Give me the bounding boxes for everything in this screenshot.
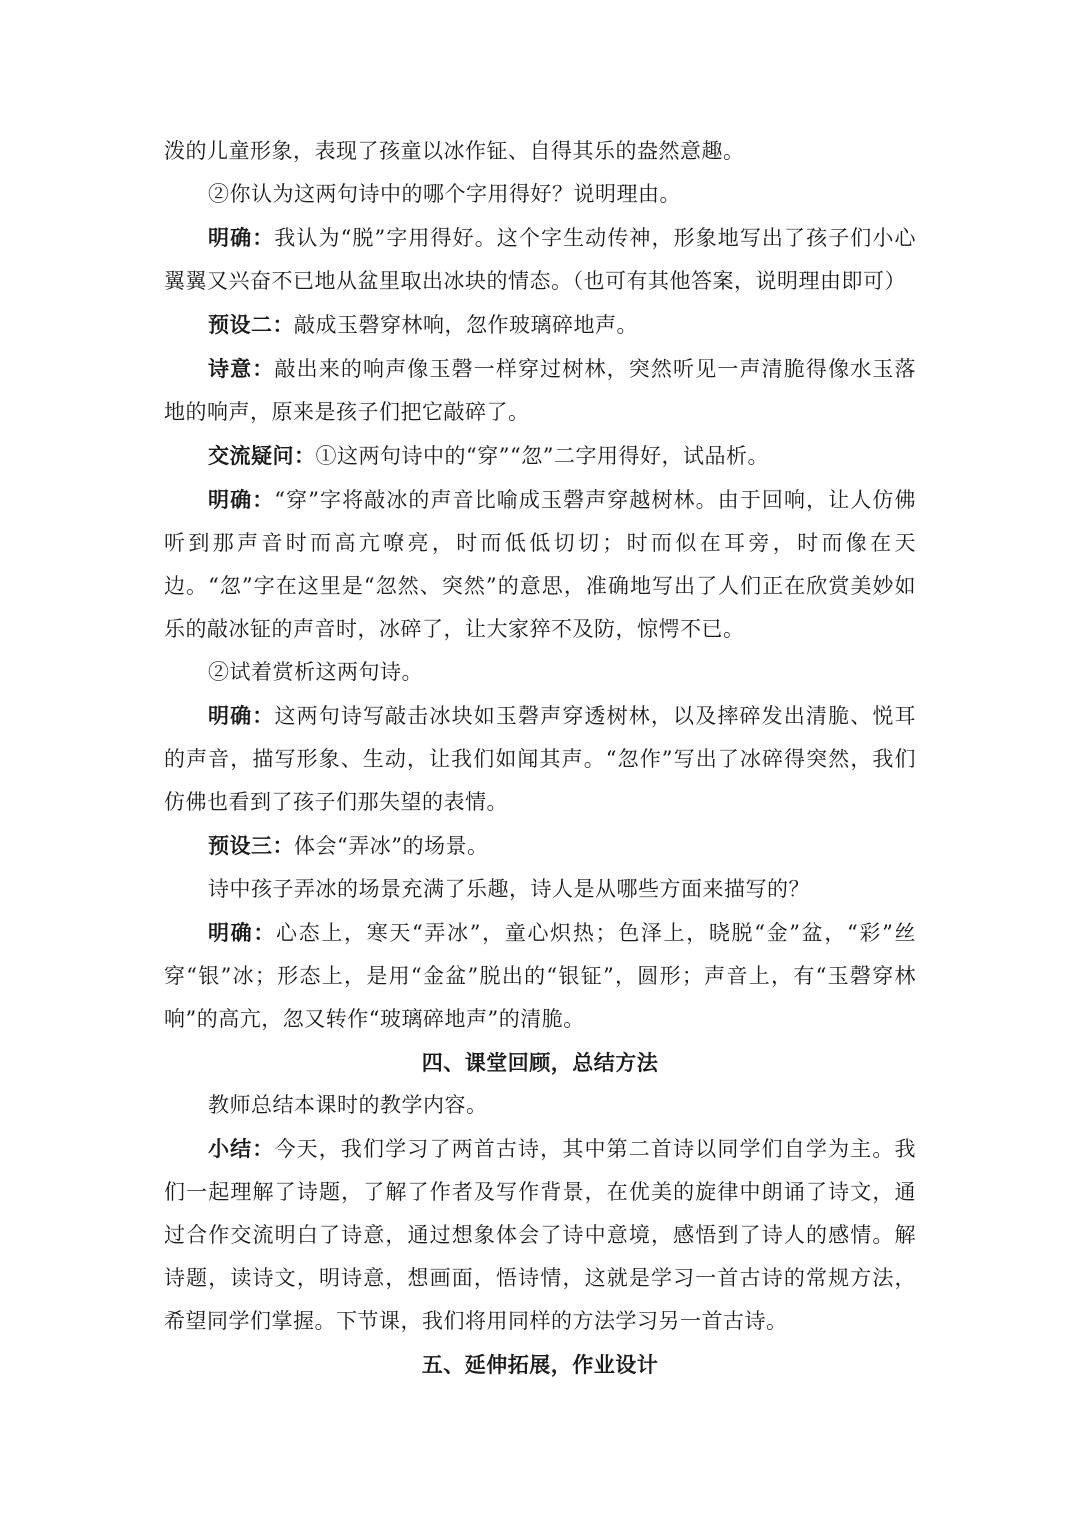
paragraph-text: 我认为“脱”字用得好。这个字生动传神，形象地写出了孩子们小心翼翼又兴奋不已地从盆里取出冰块的情态。（也可有其他答案，说明理由即可） — [164, 226, 916, 293]
body-paragraph — [164, 173, 916, 216]
paragraph-text: 敲出来的响声像玉磬一样穿过树林，突然听见一声清脆得像水玉落地的响声，原来是孩子们把它敲碎了。 — [164, 357, 916, 424]
body-paragraph — [164, 824, 916, 868]
paragraph-label: 预设三： — [208, 833, 294, 858]
body-paragraph — [164, 694, 916, 824]
paragraph-label: 交流疑问： — [208, 443, 316, 468]
body-paragraph — [164, 347, 916, 434]
body-paragraph — [164, 434, 916, 478]
body-paragraph — [164, 478, 916, 651]
body-paragraph — [164, 130, 916, 173]
paragraph-label: 明确： — [208, 225, 275, 250]
body-paragraph — [164, 216, 916, 303]
paragraph-text: 诗中孩子弄冰的场景充满了乐趣，诗人是从哪些方面来描写的？ — [208, 877, 810, 901]
section-heading-review: 四、课堂回顾，总结方法 — [421, 1050, 659, 1075]
paragraph-text: 心态上，寒天“弄冰”，童心炽热；色泽上，晓脱“金”盆，“彩”丝穿“银”冰；形态上，是用“金盆”脱出的“银钲”，圆形；声音上，有“玉磬穿林响”的高亢，忽又转作“玻璃碎地声”的清脆。 — [164, 921, 916, 1031]
review-intro-paragraph — [164, 1084, 916, 1127]
section-heading-extension: 五、延伸拓展，作业设计 — [421, 1352, 659, 1377]
paragraph-text: ①这两句诗中的“穿”“忽”二字用得好，试品析。 — [315, 444, 769, 468]
paragraph-label: 预设二： — [208, 312, 294, 337]
paragraph-text: ②你认为这两句诗中的哪个字用得好？说明理由。 — [208, 182, 681, 206]
summary-label: 小结： — [208, 1136, 275, 1161]
body-paragraph — [164, 303, 916, 347]
paragraph-text: 敲成玉磬穿林响，忽作玻璃碎地声。 — [294, 313, 638, 337]
paragraph-label: 诗意： — [208, 356, 275, 381]
body-paragraph — [164, 651, 916, 694]
document-page — [164, 130, 916, 1386]
body-paragraph — [164, 868, 916, 911]
body-paragraph — [164, 911, 916, 1041]
summary-text: 今天，我们学习了两首古诗，其中第二首诗以同学们自学为主。我们一起理解了诗题，了解了作者及写作背景，在优美的旋律中朗诵了诗文，通过合作交流明白了诗意，通过想象体会了诗中意境，感悟到了诗人的感情。解诗题，读诗文，明诗意，想画面，悟诗情，这就是学习一首古诗的常规方法，希望同学们掌握。下节课，我们将用同样的方法学习另一首古诗。 — [164, 1137, 916, 1333]
paragraph-label: 明确： — [208, 703, 275, 728]
review-intro-text: 教师总结本课时的教学内容。 — [208, 1093, 488, 1117]
paragraph-label: 明确： — [208, 487, 275, 512]
paragraph-label: 明确： — [208, 920, 277, 945]
summary-paragraph — [164, 1127, 916, 1343]
paragraph-list — [164, 130, 916, 1041]
paragraph-text: 这两句诗写敲击冰块如玉磬声穿透树林，以及摔碎发出清脆、悦耳的声音，描写形象、生动，让我们如闻其声。“忽作”写出了冰碎得突然，我们仿佛也看到了孩子们那失望的表情。 — [164, 704, 916, 814]
paragraph-text: 体会“弄冰”的场景。 — [294, 834, 489, 858]
paragraph-text: ②试着赏析这两句诗。 — [208, 660, 423, 684]
paragraph-text: 泼的儿童形象，表现了孩童以冰作钲、自得其乐的盎然意趣。 — [164, 139, 745, 163]
paragraph-text: “穿”字将敲冰的声音比喻成玉磬声穿越树林。由于回响，让人仿佛听到那声音时而高亢嘹亮，时而低低切切；时而似在耳旁，时而像在天边。“忽”字在这里是“忽然、突然”的意思，准确地写出了人们正在欣赏美妙如乐的敲冰钲的声音时，冰碎了，让大家猝不及防，惊愕不已。 — [164, 488, 916, 641]
